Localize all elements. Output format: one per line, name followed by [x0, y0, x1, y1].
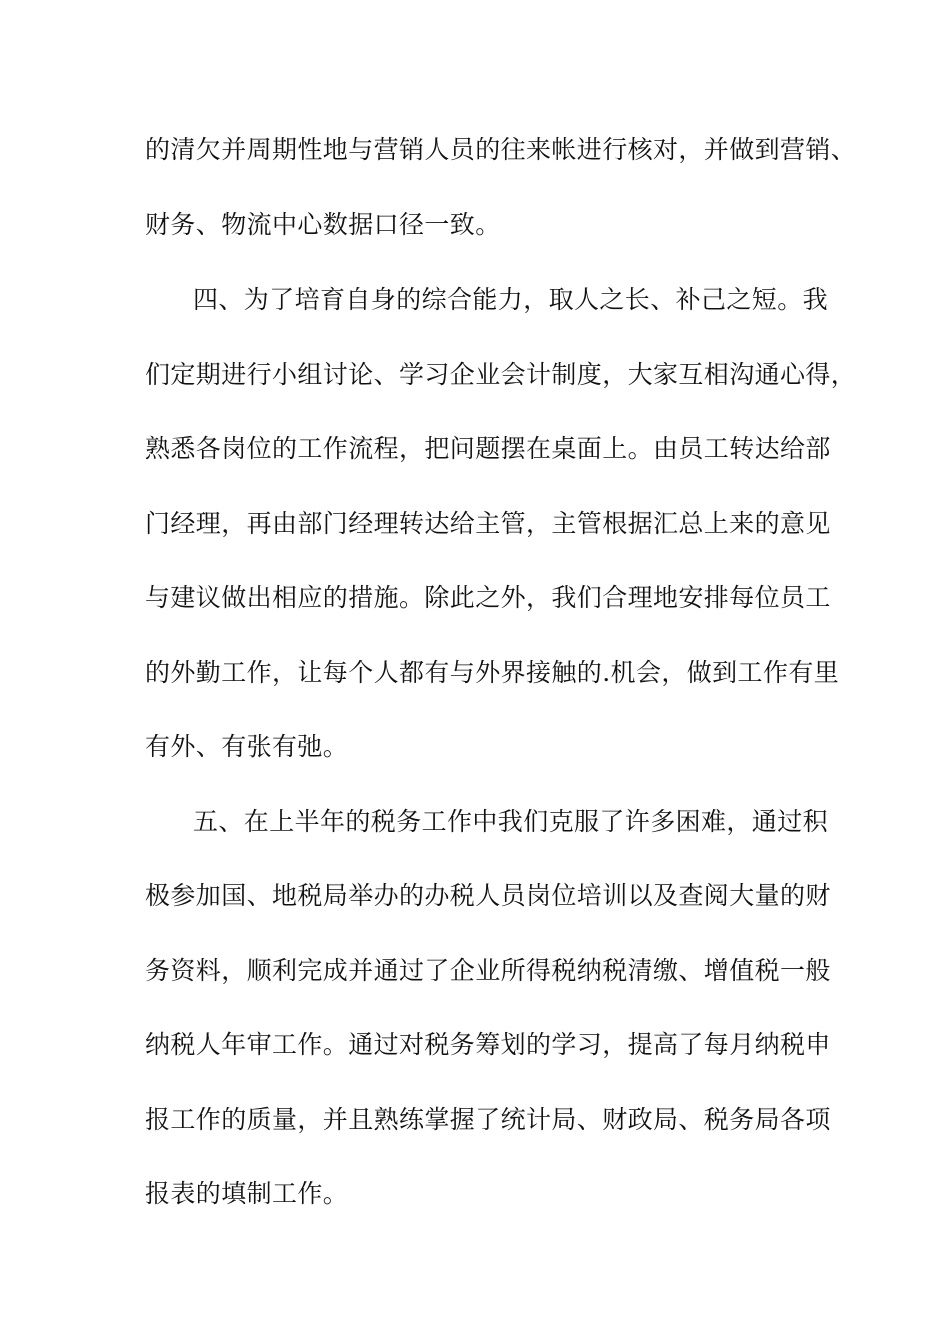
paragraph-line: 熟悉各岗位的工作流程，把问题摆在桌面上。由员工转达给部: [145, 434, 831, 463]
paragraph-line: 的清欠并周期性地与营销人员的往来帐进行核对，并做到营销、: [145, 135, 857, 164]
paragraph-line: 四、为了培育自身的综合能力，取人之长、补己之短。我: [193, 285, 829, 314]
paragraph-line: 的外勤工作，让每个人都有与外界接触的.机会，做到工作有里: [145, 658, 840, 687]
paragraph-line: 纳税人年审工作。通过对税务筹划的学习，提高了每月纳税申: [145, 1030, 831, 1059]
paragraph-line: 有外、有张有弛。: [145, 732, 349, 761]
paragraph-line: 报表的填制工作。: [145, 1179, 349, 1208]
paragraph-line: 五、在上半年的税务工作中我们克服了许多困难，通过积: [193, 807, 829, 836]
paragraph-line: 门经理，再由部门经理转达给主管，主管根据汇总上来的意见: [145, 509, 831, 538]
paragraph-line: 报工作的质量，并且熟练掌握了统计局、财政局、税务局各项: [145, 1105, 831, 1134]
paragraph-line: 极参加国、地税局举办的办税人员岗位培训以及查阅大量的财: [145, 881, 831, 910]
paragraph-line: 与建议做出相应的措施。除此之外，我们合理地安排每位员工: [145, 583, 831, 612]
paragraph-line: 务资料，顺利完成并通过了企业所得税纳税清缴、增值税一般: [145, 956, 831, 985]
paragraph-line: 们定期进行小组讨论、学习企业会计制度，大家互相沟通心得，: [145, 360, 857, 389]
paragraph-line: 财务、物流中心数据口径一致。: [145, 210, 501, 239]
